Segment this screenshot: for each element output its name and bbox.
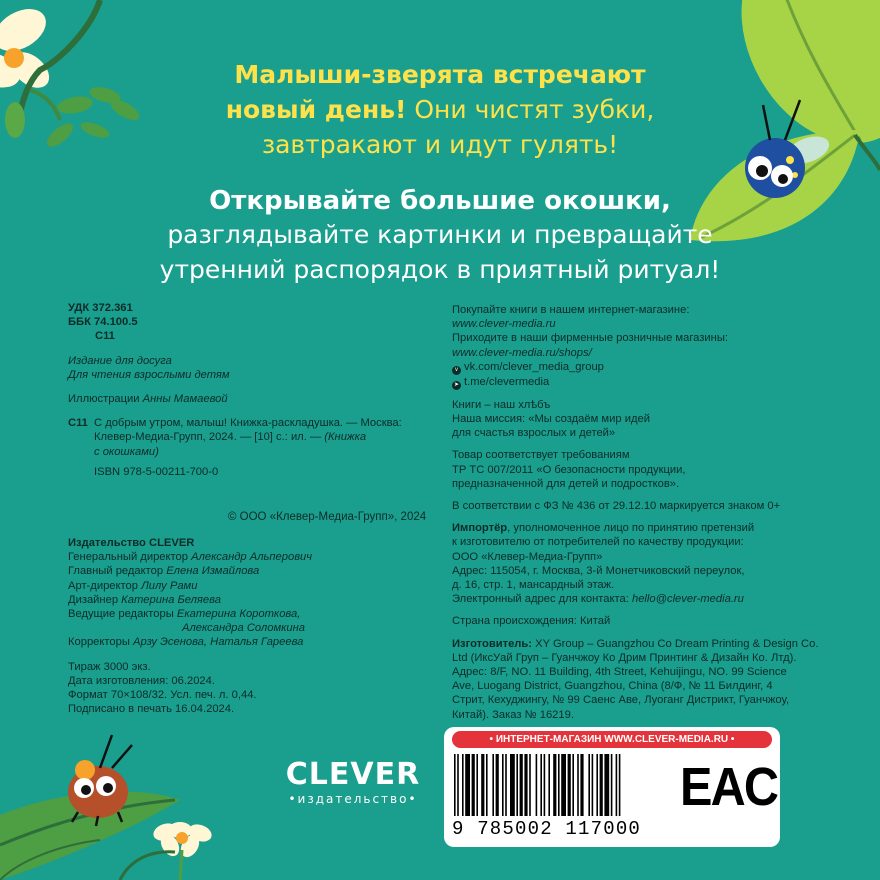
- barcode-bar: [524, 754, 527, 816]
- barcode-bar: [568, 754, 571, 816]
- mission-line-1: Наша миссия: «Мы создаём мир идей: [452, 413, 650, 426]
- credit-row: [68, 607, 312, 621]
- credit-name: Александра Соломкина: [182, 622, 305, 635]
- address-line-2: д. 16, стр. 1, мансардный этаж.: [452, 579, 615, 592]
- flower-bottom-illustration: [120, 820, 214, 880]
- importer-line-3: ООО «Клевер-Медиа-Групп»: [452, 550, 603, 563]
- print-run: Тираж 3000 экз.: [68, 660, 151, 673]
- book-desc-line-1: С добрым утром, малыш! Книжка-раскладушка. — Москва:: [94, 417, 402, 430]
- book-code: С11: [68, 417, 88, 430]
- barcode-bar: [454, 754, 456, 816]
- credit-row: [68, 593, 312, 607]
- maker-line-3: Адрес: 8/F, NO. 11 Building, 4th Street, Kehuijingu, NO. 99 Science: [452, 666, 787, 679]
- barcode-bar: [611, 754, 613, 816]
- headline-line-2-bold: новый день!: [225, 95, 407, 124]
- barcode-bar: [544, 754, 546, 816]
- barcode-bar: [572, 754, 574, 816]
- barcode-bar: [505, 754, 507, 816]
- edition-type: Издание для досуга: [68, 354, 172, 367]
- logo-subtitle: •издательство•: [288, 792, 418, 806]
- barcode-bar: [558, 754, 560, 816]
- maker-line-4: Ave, Luogang District, Guangzhou, China (8/Ф, № 11 Билдинг, 4: [452, 680, 773, 693]
- book-desc-line-2-italic: (Книжка: [324, 431, 367, 444]
- tr-line-1: Товар соответствует требованиям: [452, 449, 630, 462]
- importer-line-2: к изготовителю от потребителей по качеству продукции:: [452, 536, 744, 549]
- online-shop-banner: • ИНТЕРНЕТ-МАГАЗИН WWW.CLEVER-MEDIA.RU •: [452, 731, 772, 748]
- credit-name: Лилу Рами: [141, 579, 198, 592]
- book-desc-line-3: с окошками): [94, 445, 159, 458]
- barcode-number: 9 785002 117000: [452, 818, 642, 840]
- barcode-bar: [536, 754, 538, 816]
- barcode-bar: [457, 754, 459, 816]
- barcode-bar: [520, 754, 523, 816]
- barcode-bar: [496, 754, 499, 816]
- headline-line-4: Открывайте большие окошки,: [209, 186, 671, 216]
- credit-name: Арзу Эсенова, Наталья Гареева: [133, 636, 304, 649]
- email-value[interactable]: hello@clever-media.ru: [631, 593, 744, 606]
- headline-line-6: утренний распорядок в приятный ритуал!: [159, 255, 721, 284]
- author-mark: С11: [95, 330, 115, 343]
- barcode-bar: [462, 754, 464, 816]
- vk-link[interactable]: [452, 360, 818, 375]
- publisher-contacts: [452, 303, 818, 722]
- book-desc-line-2-text: Клевер-Медиа-Групп, 2024. — [10] с.: ил. —: [94, 431, 325, 444]
- credit-row: [68, 550, 312, 564]
- credit-row: [68, 635, 312, 649]
- credit-role: Ведущие редакторы: [68, 608, 177, 621]
- barcode-bar: [486, 754, 488, 816]
- telegram-icon: ➤: [453, 381, 460, 388]
- credit-role: Корректоры: [68, 636, 134, 649]
- credit-row: [68, 621, 312, 635]
- barcode-bar: [600, 754, 603, 816]
- format: Формат 70×108/32. Усл. печ. л. 0,44.: [68, 689, 257, 702]
- illustrations-credit: [68, 392, 402, 406]
- vk-text: vk.com/clever_media_group: [464, 360, 604, 373]
- barcode-bar: [476, 754, 478, 816]
- credit-name: Александр Альперович: [191, 551, 313, 564]
- credit-role: Главный редактор: [68, 565, 167, 578]
- maker-line-5: Стрит, Кехуджингу, № 99 Саенс Аве, Луоганг Дистрикт, Гуанчжоу,: [452, 694, 790, 707]
- telegram-text: t.me/clevermedia: [464, 375, 550, 388]
- credit-role: Генеральный директор: [68, 551, 192, 564]
- barcode-bar: [516, 754, 518, 816]
- maker-text: XY Group – Guangzhou Co Dream Printing & Design Co.: [532, 637, 819, 650]
- credit-role: Дизайнер: [68, 593, 122, 606]
- maker-label: Изготовитель:: [452, 637, 532, 650]
- barcode-bar: [616, 754, 618, 816]
- book-description: [68, 416, 402, 479]
- barcode-bar: [548, 754, 550, 816]
- email-label: Электронный адрес для контакта:: [452, 593, 632, 606]
- telegram-link[interactable]: [452, 375, 818, 390]
- barcode-bar: [592, 754, 594, 816]
- address-line-1: Адрес: 115054, г. Москва, 3-й Монетчиковский переулок,: [452, 564, 745, 577]
- barcode-bar: [553, 754, 556, 816]
- credit-name: Катерина Беляева: [121, 593, 221, 606]
- headline-line-2-rest: Они чистят зубки,: [406, 95, 655, 124]
- email-line: [452, 592, 818, 606]
- illustrator-name: Анны Мамаевой: [142, 393, 228, 406]
- barcode-bar: [481, 754, 484, 816]
- importer-text: , уполномоченное лицо по принятию претензий: [507, 522, 755, 535]
- clever-logo: [268, 758, 438, 806]
- signed-to-print: Подписано в печать 16.04.2024.: [68, 703, 235, 716]
- barcode-bar: [529, 754, 531, 816]
- tr-line-2: ТР ТС 007/2011 «О безопасности продукции,: [452, 463, 686, 476]
- credit-name: Елена Измайлова: [166, 565, 260, 578]
- barcode-bar: [588, 754, 590, 816]
- shops-text: Приходите в наши фирменные розничные магазины:: [452, 332, 728, 345]
- barcode-bars: [452, 754, 674, 818]
- udk-code: УДК 372.361: [68, 302, 133, 314]
- maker-line-2: Ltd (ИксУай Груп – Гуанчжоу Ко Дрим Принтинг & Дизайн Ко. Лтд).: [452, 651, 797, 664]
- barcode-bar: [561, 754, 566, 816]
- headline-line-5: разглядывайте картинки и превращайте: [167, 220, 713, 249]
- book-desc-line-2: [94, 430, 402, 444]
- publisher-name: Издательство CLEVER: [68, 537, 195, 549]
- maker-line-1: [452, 637, 818, 651]
- vk-icon: v: [452, 366, 461, 375]
- headline-line-1: Малыши-зверята встречают: [234, 60, 646, 89]
- production-date: Дата изготовления: 06.2024.: [68, 674, 215, 687]
- credit-row: [68, 579, 312, 593]
- slogan: Книги – наш хлѣбъ: [452, 398, 551, 411]
- country-of-origin: Страна происхождения: Китай: [452, 615, 611, 628]
- shops-url[interactable]: www.clever-media.ru/shops/: [452, 346, 592, 359]
- maker-line-6: Китай). Заказ № 16219.: [452, 708, 574, 721]
- barcode-bar: [492, 754, 494, 816]
- barcode-bar: [540, 754, 542, 816]
- headline-line-3: завтракают и идут гулять!: [261, 130, 619, 159]
- barcode-bar: [472, 754, 475, 816]
- publisher-credits: [68, 536, 312, 716]
- barcode-bar: [604, 754, 609, 816]
- eac-mark: EAC: [680, 757, 778, 817]
- credit-role: Арт-директор: [68, 579, 142, 592]
- barcode-bar: [465, 754, 470, 816]
- buy-text: Покупайте книги в нашем интернет-магазине:: [452, 304, 690, 316]
- importer-line-1: [452, 521, 818, 535]
- bbk-code: ББК 74.100.5: [68, 316, 138, 329]
- barcode-bar: [510, 754, 515, 816]
- barcode-bar: [580, 754, 583, 816]
- barcode-bar: [502, 754, 504, 816]
- barcode-bar: [577, 754, 579, 816]
- bibliographic-info: [68, 301, 402, 479]
- shop-url[interactable]: www.clever-media.ru: [452, 318, 556, 331]
- credit-name: Екатерина Короткова,: [176, 608, 301, 621]
- barcode-bar: [619, 754, 621, 816]
- importer-label: Импортёр: [452, 522, 508, 535]
- barcode-bar: [596, 754, 598, 816]
- copyright: © ООО «Клевер-Медиа-Групп», 2024: [228, 511, 427, 523]
- logo-brand: CLEVER: [285, 757, 421, 792]
- edition-audience: Для чтения взрослыми детям: [68, 368, 230, 381]
- age-marking: В соответствии с ФЗ № 436 от 29.12.10 маркируется знаком 0+: [452, 500, 781, 513]
- credit-row: [68, 564, 312, 578]
- tr-line-3: предназначенной для детей и подростков».: [452, 477, 680, 490]
- headline-line-2: [0, 93, 880, 127]
- mission-line-2: для счастья взрослых и детей»: [452, 427, 616, 440]
- isbn: ISBN 978-5-00211-700-0: [94, 465, 219, 478]
- illustrations-label: Иллюстрации: [68, 393, 143, 406]
